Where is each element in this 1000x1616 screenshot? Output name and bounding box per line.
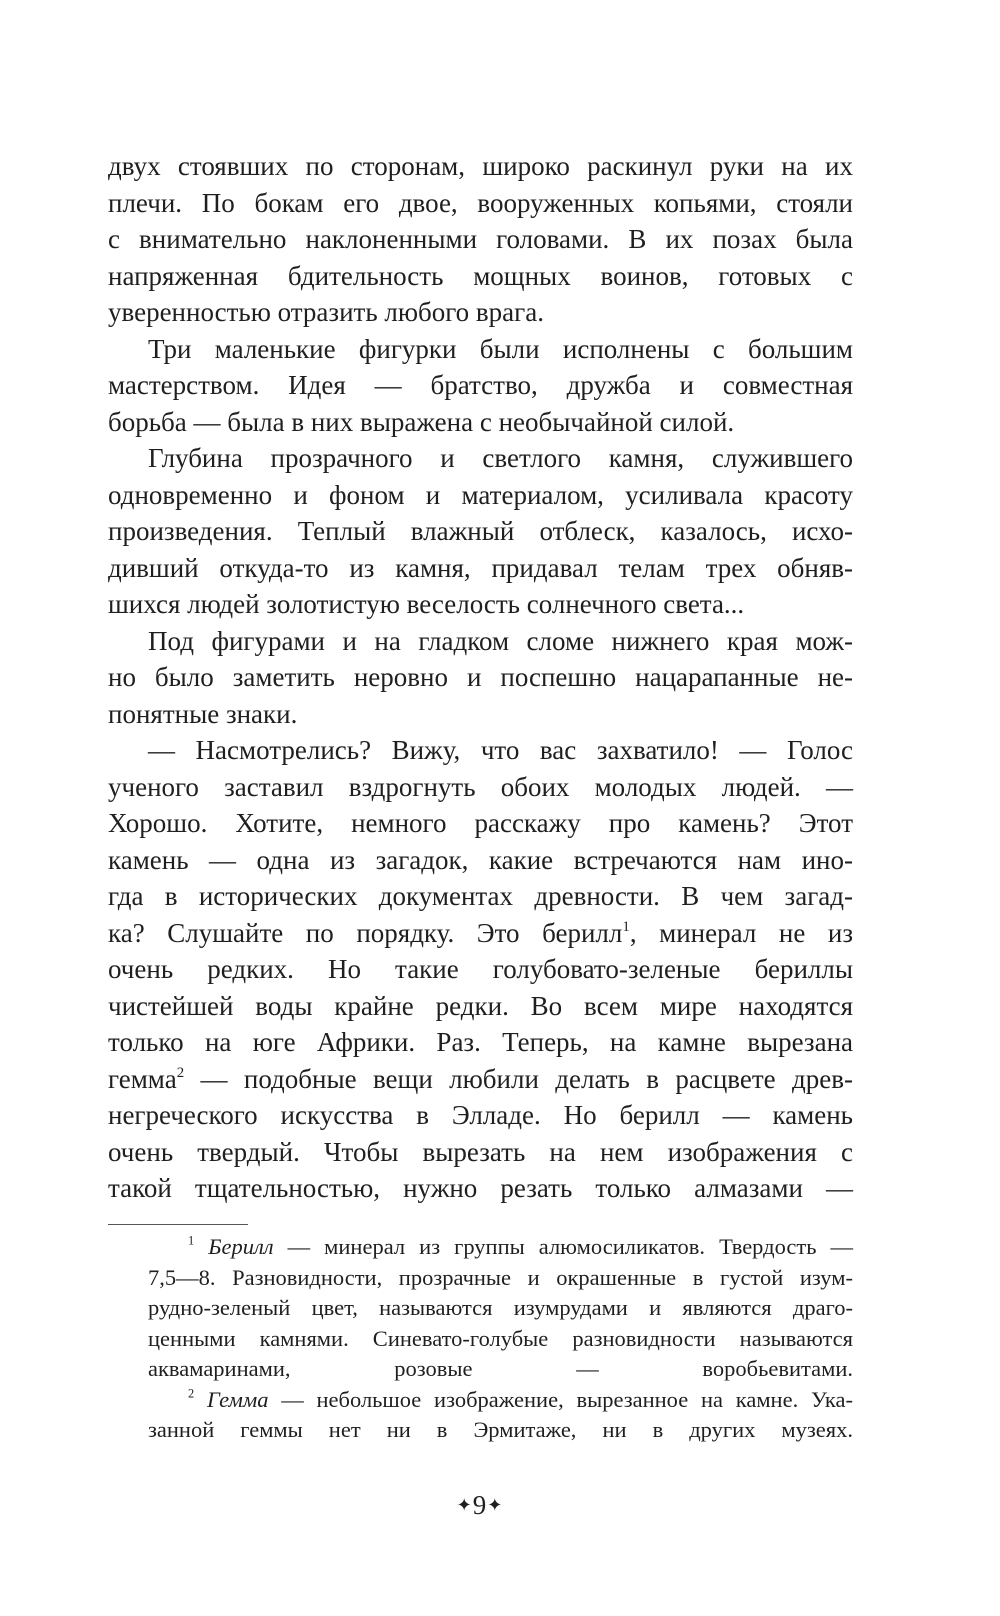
footnote-line [108,1385,853,1416]
footnote-ref-2[interactable]: 2 [176,1064,185,1081]
text-line: чистейшей воды крайне редки. Во всем мире находятся [108,990,853,1021]
text-line: борьба — была в них выражена с необычайной силой. [108,406,735,437]
text-fragment: гемма [108,1063,177,1094]
footnote-line: рудно-зеленый цвет, называются изумрудами и являются драго- [148,1295,853,1320]
footnote-term: Берилл [208,1234,274,1259]
ornament-right-icon: ✦ [487,1495,504,1515]
text-fragment: — подобные вещи любили делать в расцвете древ- [184,1063,853,1094]
paragraph-3 [108,440,853,623]
footnotes [108,1232,853,1446]
text-line: гда в исторических документах древности. В чем загад- [108,881,853,911]
text-fragment: , минерал не из [629,917,853,948]
footnote-line: занной геммы нет ни в Эрмитаже, ни в других музеях. [148,1417,853,1442]
text-line: двух стоявших по сторонам, широко раскинул руки на их [108,151,853,181]
text-line: камень — одна из загадок, какие встречаются нам ино- [108,844,853,875]
text-line: но было заметить неровно и поспешно нацарапанные не- [108,662,853,692]
paragraph-5 [108,732,853,1207]
footnote-term: Гемма [206,1386,269,1412]
footnote-1 [108,1232,853,1385]
text-line: мастерством. Идея — братство, дружба и совместная [108,370,853,400]
paragraph-1 [108,148,853,331]
text-line: только на юге Африки. Раз. Теперь, на камне вырезана [108,1027,853,1057]
text-line: ученого заставил вздрогнуть обоих молодых людей. — [108,771,853,802]
ornament-left-icon: ✦ [456,1495,473,1515]
text-line: дивший откуда-то из камня, придавал телам трех обняв- [108,552,853,583]
text-line: с внимательно наклоненными головами. В их позах была [108,224,853,254]
text-line: произведения. Теплый влажный отблеск, казалось, исхо- [108,516,853,546]
footnote-ref-1[interactable]: 1 [622,918,630,935]
main-text [108,148,853,1207]
text-line-with-footnote-ref [108,915,853,952]
paragraph-4 [108,623,853,733]
text-line: уверенностью отразить любого врага. [108,297,544,327]
text-line: напряженная бдительность мощных воинов, готовых с [108,260,853,291]
footnote-number: 1 [188,1233,195,1248]
footnote-line [108,1232,853,1263]
text-fragment: ка? Слушайте по порядку. Это берилл [108,917,623,948]
text-line: Хорошо. Хотите, немного расскажу про камень? Этот [108,808,853,838]
footnote-divider [108,1224,248,1225]
text-line: очень редких. Но такие голубовато-зеленые бериллы [108,954,853,984]
text-line: шихся людей золотистую веселость солнечного света... [108,589,745,619]
text-line: Три маленькие фигурки были исполнены с большим [148,333,853,364]
text-line: такой тщательностью, нужно резать только алмазами — [108,1173,853,1203]
page-number-value: 9 [472,1490,488,1520]
footnote-text: — небольшое изображение, вырезанное на камне. Ука- [268,1386,853,1412]
text-line: понятные знаки. [108,698,298,729]
page-number [0,1490,960,1521]
footnote-text: — минерал из группы алюмосиликатов. Твердость — [273,1234,853,1259]
text-line: — Насмотрелись? Вижу, что вас захватило! — Голос [148,735,853,765]
text-line-with-footnote-ref [108,1061,853,1098]
footnote-line: 7,5—8. Разновидности, прозрачные и окрашенные в густой изум- [148,1264,853,1290]
text-line: одновременно и фоном и материалом, усиливала красоту [108,479,853,510]
text-line: очень твердый. Чтобы вырезать на нем изображения с [108,1136,853,1167]
text-line: плечи. По бокам его двое, вооруженных копьями, стояли [108,187,853,218]
text-line: Под фигурами и на гладком сломе нижнего края мож- [148,625,853,656]
footnote-line: аквамаринами, розовые — воробьевитами. [148,1356,853,1381]
footnote-number: 2 [188,1386,195,1401]
text-line: негреческого искусства в Элладе. Но берилл — камень [108,1100,853,1130]
text-line: Глубина прозрачного и светлого камня, служившего [148,443,853,473]
paragraph-2 [108,331,853,441]
footnote-line: ценными камнями. Синевато-голубые разновидности называются [148,1325,853,1351]
footnote-2 [108,1385,853,1446]
